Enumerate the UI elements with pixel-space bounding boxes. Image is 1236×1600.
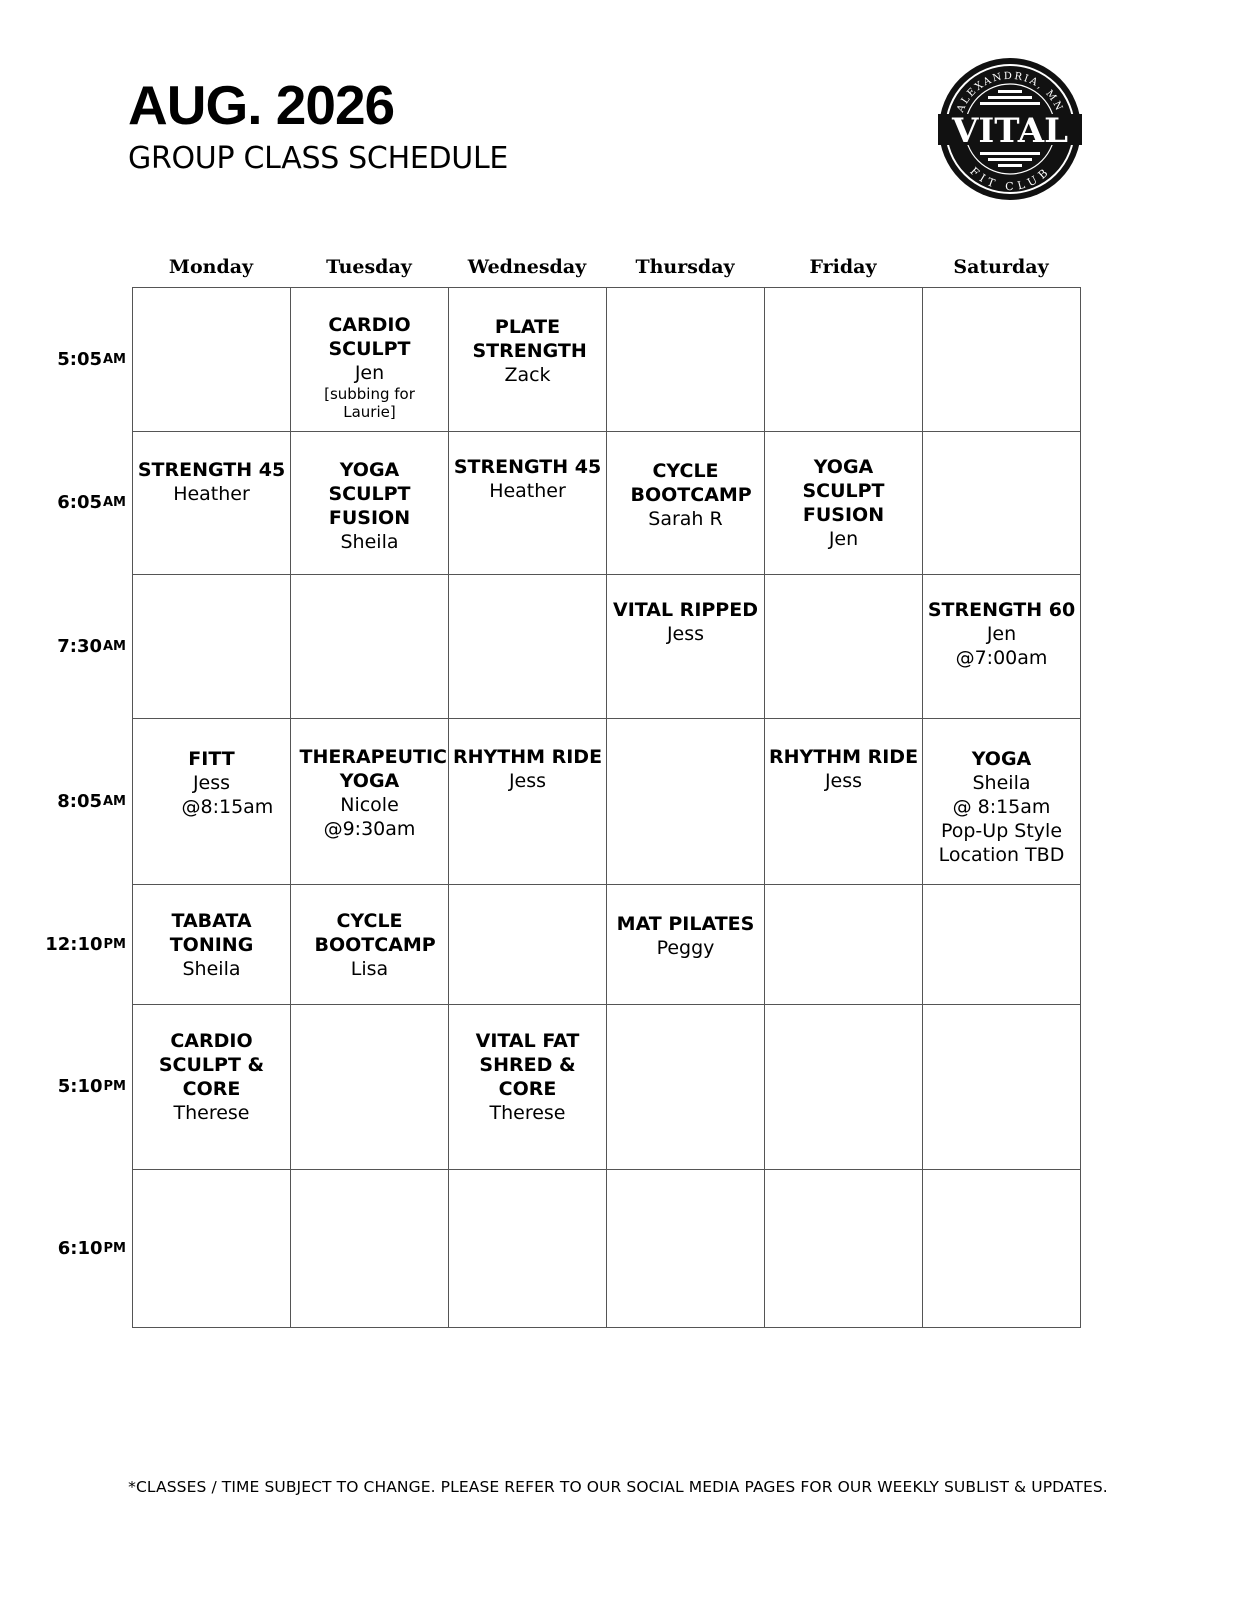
- time-value: 8:05: [57, 790, 102, 812]
- instructor-name: Heather: [173, 483, 250, 505]
- time-value: 6:10: [57, 1237, 103, 1259]
- time-meridiem: PM: [103, 936, 126, 952]
- time-meridiem: AM: [103, 793, 126, 809]
- time-value: 7:30: [57, 635, 102, 657]
- empty-cell: [923, 432, 1081, 575]
- time-meridiem: AM: [103, 638, 126, 654]
- instructor-name: Zack: [504, 364, 551, 386]
- instructor-name: Jess: [666, 623, 705, 645]
- time-meridiem: PM: [103, 1079, 126, 1094]
- class-cell: [133, 719, 291, 885]
- empty-cell: [765, 575, 923, 719]
- empty-cell: [923, 288, 1081, 432]
- class-name: THERAPEUTIC YOGA: [299, 746, 447, 792]
- table-row: [133, 288, 1081, 432]
- instructor-name: Lisa: [350, 958, 389, 980]
- empty-cell: [607, 288, 765, 432]
- instructor-name: Jen: [986, 623, 1017, 645]
- empty-cell: [765, 885, 923, 1005]
- class-detail: Pop-Up Style: [940, 820, 1063, 842]
- class-cell: [923, 719, 1081, 885]
- day-header-row: [132, 252, 1080, 282]
- time-value: 6:05: [57, 492, 102, 513]
- class-cell: [449, 432, 607, 575]
- class-name: MAT PILATES: [616, 913, 755, 935]
- class-cell: [291, 719, 449, 885]
- time-meridiem: AM: [103, 351, 126, 367]
- instructor-name: Therese: [173, 1102, 250, 1124]
- table-row: [133, 885, 1081, 1005]
- page-subtitle: GROUP CLASS SCHEDULE: [128, 141, 509, 176]
- empty-cell: [765, 1005, 923, 1170]
- empty-cell: [607, 1170, 765, 1328]
- empty-cell: [449, 1170, 607, 1328]
- class-name: PLATE STRENGTH: [472, 316, 587, 362]
- class-cell: [607, 885, 765, 1005]
- day-header: Wednesday: [467, 256, 587, 278]
- empty-cell: [923, 1170, 1081, 1328]
- empty-cell: [133, 288, 291, 432]
- class-name: VITAL RIPPED: [613, 599, 758, 621]
- class-cell: [607, 432, 765, 575]
- instructor-name: Jess: [824, 770, 863, 792]
- instructor-name: Sheila: [340, 531, 399, 553]
- empty-cell: [765, 288, 923, 432]
- time-label: [36, 718, 126, 884]
- class-name: STRENGTH 45: [137, 459, 286, 481]
- class-cell: [923, 575, 1081, 719]
- empty-cell: [449, 575, 607, 719]
- class-name: STRENGTH 60: [927, 599, 1076, 621]
- instructor-name: Sarah R: [648, 508, 723, 530]
- time-label: [36, 574, 126, 718]
- time-label: [36, 1004, 126, 1169]
- time-column: [36, 287, 126, 1327]
- day-header: Tuesday: [326, 256, 412, 278]
- time-meridiem: AM: [103, 495, 126, 510]
- time-value: 12:10: [45, 933, 103, 955]
- schedule-grid: [132, 287, 1081, 1328]
- table-row: [133, 575, 1081, 719]
- class-cell: [449, 719, 607, 885]
- class-cell: [133, 1005, 291, 1170]
- instructor-name: Sheila: [972, 772, 1031, 794]
- day-header: Saturday: [953, 256, 1049, 278]
- logo-bottom-arc: FIT CLUB: [967, 164, 1053, 194]
- class-name: RHYTHM RIDE: [452, 746, 603, 768]
- time-label: [36, 884, 126, 1004]
- empty-cell: [607, 1005, 765, 1170]
- class-name: YOGA: [971, 748, 1032, 770]
- class-detail: @9:30am: [323, 818, 416, 840]
- logo-name: VITAL: [951, 111, 1069, 151]
- class-name: CARDIO SCULPT: [328, 314, 411, 360]
- empty-cell: [291, 1170, 449, 1328]
- instructor-name: Jess: [508, 770, 547, 792]
- class-cell: [607, 575, 765, 719]
- day-header: Friday: [809, 256, 877, 278]
- logo-top-arc: ALEXANDRIA, MN: [955, 70, 1065, 115]
- table-row: [133, 719, 1081, 885]
- table-row: [133, 1170, 1081, 1328]
- class-detail: @7:00am: [955, 647, 1048, 669]
- empty-cell: [133, 1170, 291, 1328]
- class-cell: [133, 432, 291, 575]
- footer-disclaimer: *CLASSES / TIME SUBJECT TO CHANGE. PLEASE REFER TO OUR SOCIAL MEDIA PAGES FOR OUR WEEKLY SUBLIST & UPDATES.: [128, 1478, 1108, 1496]
- day-header: Monday: [168, 256, 254, 278]
- empty-cell: [291, 575, 449, 719]
- instructor-name: Jess: [192, 772, 231, 794]
- class-name: VITAL FAT SHRED & CORE: [475, 1030, 580, 1100]
- instructor-name: Sheila: [182, 958, 241, 980]
- class-cell: [291, 432, 449, 575]
- instructor-name: Nicole: [340, 794, 399, 816]
- empty-cell: [449, 885, 607, 1005]
- time-label: [36, 1169, 126, 1327]
- day-header: Thursday: [635, 256, 735, 278]
- time-label: [36, 431, 126, 574]
- empty-cell: [923, 885, 1081, 1005]
- class-cell: [449, 288, 607, 432]
- class-name: CYCLE BOOTCAMP: [630, 460, 752, 506]
- class-cell: [765, 719, 923, 885]
- class-name: TABATA TONING: [169, 910, 254, 956]
- instructor-name: Heather: [489, 480, 566, 502]
- class-name: YOGA SCULPT FUSION: [802, 456, 885, 526]
- empty-cell: [923, 1005, 1081, 1170]
- class-cell: [133, 885, 291, 1005]
- class-cell: [291, 288, 449, 432]
- class-name: CYCLE BOOTCAMP: [314, 910, 436, 956]
- instructor-name: Jen: [354, 362, 385, 384]
- empty-cell: [291, 1005, 449, 1170]
- instructor-name: Jen: [828, 528, 859, 550]
- time-label: [36, 287, 126, 431]
- class-detail: @8:15am: [181, 796, 274, 818]
- class-cell: [765, 432, 923, 575]
- empty-cell: [765, 1170, 923, 1328]
- page-title: AUG. 2026: [128, 74, 395, 136]
- time-value: 5:05: [57, 348, 102, 370]
- class-name: FITT: [188, 748, 235, 770]
- table-row: [133, 1005, 1081, 1170]
- table-row: [133, 432, 1081, 575]
- vital-fit-club-logo: [938, 56, 1082, 202]
- class-name: RHYTHM RIDE: [768, 746, 919, 768]
- class-detail: @ 8:15am: [952, 796, 1051, 818]
- class-note: [subbing for Laurie]: [324, 385, 415, 421]
- empty-cell: [133, 575, 291, 719]
- class-name: YOGA SCULPT FUSION: [328, 459, 411, 529]
- class-cell: [449, 1005, 607, 1170]
- time-value: 5:10: [57, 1076, 103, 1097]
- instructor-name: Therese: [489, 1102, 566, 1124]
- class-name: STRENGTH 45: [453, 456, 602, 478]
- class-detail: Location TBD: [938, 844, 1065, 866]
- class-name: CARDIO SCULPT & CORE: [158, 1030, 265, 1100]
- class-cell: [291, 885, 449, 1005]
- empty-cell: [607, 719, 765, 885]
- instructor-name: Peggy: [656, 937, 715, 959]
- time-meridiem: PM: [103, 1240, 126, 1256]
